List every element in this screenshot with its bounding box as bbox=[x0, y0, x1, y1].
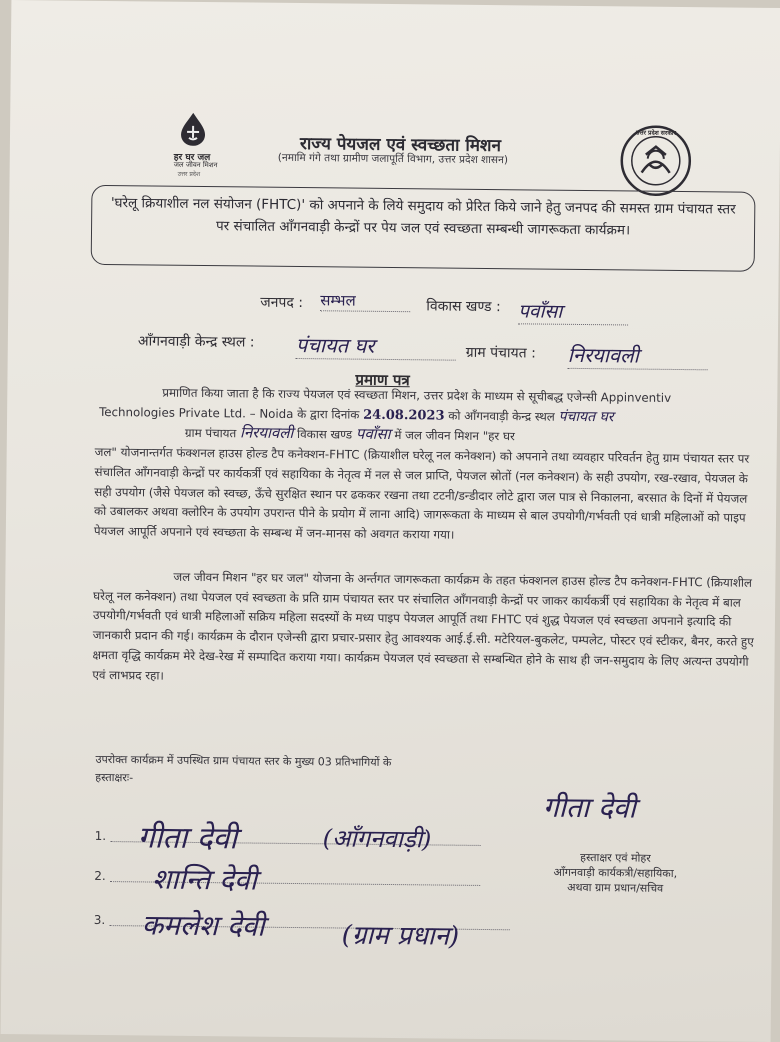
stamp-line-1: हस्ताक्षर एवं मोहर bbox=[580, 850, 651, 865]
signatory-1-number: 1. bbox=[94, 828, 107, 844]
anganwadi-label: आँगनवाड़ी केन्द्र स्थल : bbox=[137, 333, 255, 351]
signatory-2-number: 2. bbox=[94, 868, 106, 884]
certificate-title: प्रमाण पत्र bbox=[355, 370, 410, 390]
anganwadi-value: पंचायत घर bbox=[296, 331, 456, 361]
certificate-paper bbox=[1, 0, 780, 1042]
p1-line-3a: ग्राम पंचायत bbox=[184, 426, 237, 441]
certificate-paragraph-2 bbox=[92, 567, 755, 692]
signatory-3-number: 3. bbox=[93, 912, 106, 928]
signatory-1-role: (आँगनवाड़ी) bbox=[322, 824, 432, 854]
water-drop-icon bbox=[178, 112, 208, 146]
certificate-paragraph-1 bbox=[93, 383, 758, 548]
p1-line-3c: में जल जीवन मिशन "हर घर bbox=[394, 428, 515, 444]
seal-text: उत्तर प्रदेश सरकार bbox=[636, 129, 676, 137]
p1-rest: जल" योजनान्तर्गत फंक्शनल हाउस होल्ड टैप कनेक्शन-FHTC (क्रियाशील घरेलू नल कनेक्शन) को अपनाने तथा व्यवहार परिवर्तन हेतु ग्राम पंचायत स्तर पर संचालित आँगनवाड़ी केन्द्रों पर कार्यकर्त्री एवं सहायिका के नेतृत्व में नल से जल प्राप्ति, पेयजल स्रोतों (नल कनेक्शन) के सही उपयोग, रख-रखाव, पेयजल के सही उपयोग (जैसे पेयजल को स्वच्छ, ऊँचे सुरक्षित स्थान पर ढककर रखना तथा टटनी/डन्डीदार लोटे द्वारा जल पात्र से निकालना, बरसात के दिनों में पेयजल को उबालकर अथवा क्लोरिन के उपयोग उपरान्त पीने के प्रयोग में लाना आदि) जागरूकता के माध्यम से बाल उपयोगी/गर्भवती एवं धात्री महिलाओं को पाइप पेयजल आपूर्ति अपनाने एवं स्वच्छता के सम्बन्ध में जन-मानस को अवगत कराया गया। bbox=[93, 445, 750, 542]
gram-panchayat-label: ग्राम पंचायत : bbox=[465, 344, 536, 362]
har-ghar-jal-logo bbox=[168, 112, 229, 183]
vikas-khand-value: पवाँसा bbox=[518, 297, 628, 325]
official-signature: गीता देवी bbox=[542, 790, 637, 825]
vikas-khand-label: विकास खण्ड : bbox=[426, 298, 501, 316]
p1-line-2-hand: पंचायत घर bbox=[558, 408, 614, 426]
signatory-3-signature: कमलेश देवी bbox=[141, 908, 265, 943]
janpad-value: सम्भल bbox=[320, 290, 410, 312]
signatory-3-role: (ग्राम प्रधान) bbox=[341, 920, 460, 952]
p1-line-2b: को आँगनवाड़ी केन्द्र स्थल bbox=[448, 408, 555, 424]
org-subtitle: (नमामि गंगे तथा ग्रामीण जलापूर्ति विभाग, उत्तर प्रदेश शासन) bbox=[277, 151, 509, 167]
p1-line-1: प्रमाणित किया जाता है कि राज्य पेयजल एवं स्वच्छता मिशन, उत्तर प्रदेश के माध्यम से सूचीबद्ध एजेन्सी Appinventiv bbox=[162, 385, 672, 405]
org-title: राज्य पेयजल एवं स्वच्छता मिशन bbox=[299, 134, 502, 157]
p1-line-3-hand1: निरयावली bbox=[239, 423, 294, 443]
janpad-label: जनपद : bbox=[260, 294, 304, 312]
signatory-1-signature: गीता देवी bbox=[137, 820, 238, 857]
gram-panchayat-value: निरयावली bbox=[568, 341, 708, 370]
p3-line-1: उपरोक्त कार्यक्रम में उपस्थित ग्राम पंचायत स्तर के मुख्य 03 प्रतिभागियों के bbox=[95, 752, 392, 770]
stamp-block bbox=[520, 849, 710, 896]
up-government-seal bbox=[619, 124, 692, 197]
p2-text: जल जीवन मिशन "हर घर जल" योजना के अर्न्तगत जागरूकता कार्यक्रम के तहत फंक्शनल हाउस होल्ड टैप कनेक्शन-FHTC (क्रियाशील घरेलू नल कनेक्शन) तथा पेयजल एवं स्वच्छता के प्रति ग्राम पंचायत स्तर पर संचालित आँगनवाड़ी केन्द्रों पर जाकर कार्यकर्त्री एवं सहायिका के नेतृत्व में बाल उपयोगी/गर्भवती एवं धात्री महिलाओं सक्रिय महिला सदस्यों के मध्य पाइप पेयजल आपूर्ति तथा FHTC एवं शुद्ध पेयजल एवं स्वच्छता अपनाने इत्यादि की जानकारी प्रदान की गई। कार्यक्रम के दौरान एजेन्सी द्वारा प्रचार-प्रसार हेतु आवश्यक आई.ई.सी. मटेरियल-बुकलेट, पम्पलेट, पोस्टर एवं स्टीकर, बैनर, करते हुए क्षमता वृद्धि कार्यक्रम मेरे देख-रेख में सम्पादित कराया गया। कार्यक्रम पेयजल एवं स्वच्छता से सम्बन्धित होने के साथ ही जन-समुदाय के लिए अत्यन्त उपयोगी एवं लाभप्रद रहा। bbox=[92, 569, 754, 683]
p1-line-2a: Technologies Private Ltd. – Noida के द्वारा दिनांक bbox=[99, 404, 360, 422]
p1-line-3b: विकास खण्ड bbox=[296, 427, 353, 442]
logo-text-3: उत्तर प्रदेश bbox=[177, 170, 201, 178]
program-date: 24.08.2023 bbox=[363, 407, 445, 424]
program-banner: 'घरेलू क्रियाशील नल संयोजन (FHTC)' को अपनाने के लिये समुदाय को प्रेरित किये जाने हेतु जनपद की समस्त ग्राम पंचायत स्तर पर संचालित आँगनवाड़ी केन्द्रों पर पेय जल एवं स्वच्छता सम्बन्धी जागरूकता कार्यक्रम। bbox=[91, 185, 756, 272]
logo-text-1: हर घर जल bbox=[173, 152, 211, 164]
stamp-line-2: आँगनवाड़ी कार्यकत्री/सहायिका, bbox=[553, 865, 678, 881]
certificate-paragraph-3 bbox=[95, 751, 495, 791]
stamp-line-3: अथवा ग्राम प्रधान/सचिव bbox=[567, 880, 664, 895]
p3-line-2: हस्ताक्षरः- bbox=[95, 770, 134, 785]
p1-line-3-hand2: पवाँसा bbox=[355, 425, 391, 444]
signatory-2-signature: शान्ति देवी bbox=[152, 862, 258, 897]
logo-text-2: जल जीवन मिशन bbox=[173, 160, 218, 170]
